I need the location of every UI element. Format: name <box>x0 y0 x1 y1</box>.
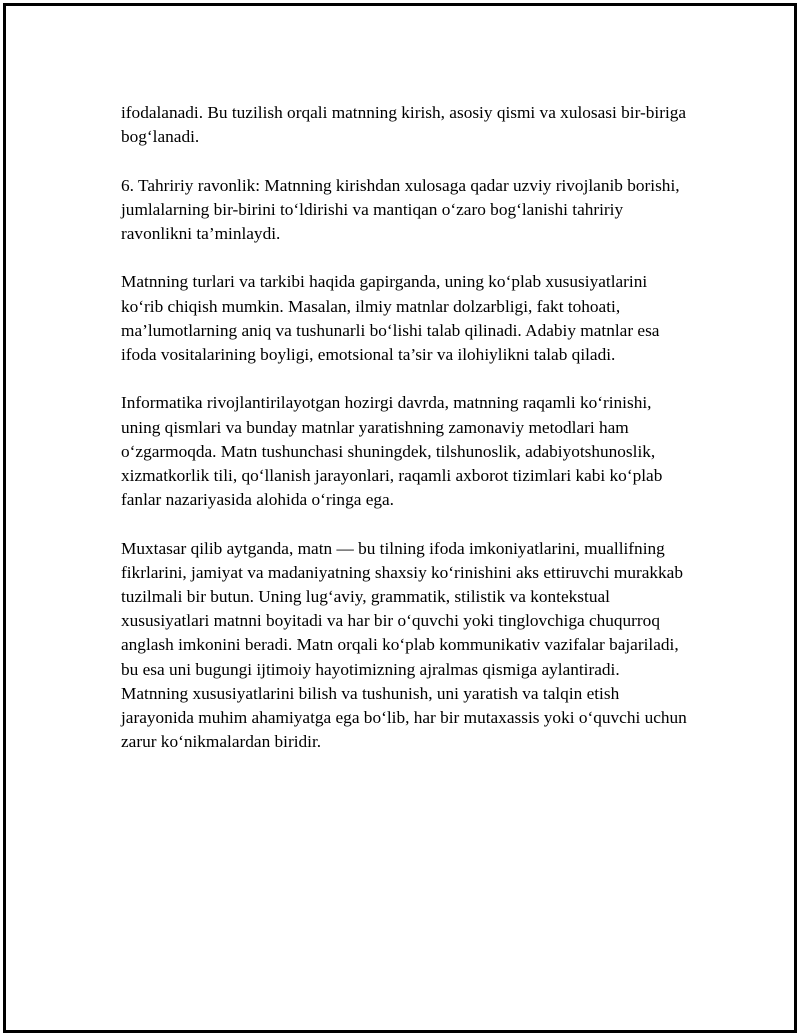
document-page <box>3 3 797 1033</box>
paragraph-editorial-fluency: 6. Tahririy ravonlik: Matnning kirishdan xulosaga qadar uzviy rivojlanib borishi, jumlalarning bir-birini to‘ldirishi va mantiqan o‘zaro bog‘lanishi tahririy ravonlikni ta’minlaydi. <box>121 175 680 243</box>
paragraph-conclusion: Muxtasar qilib aytganda, matn — bu tilning ifoda imkoniyatlarini, muallifning fikrlarini, jamiyat va madaniyatning shaxsiy ko‘rinishini aks ettiruvchi murakkab tuzilmali bir butun. Uning lug‘aviy, grammatik, stilistik va kontekstual xususiyatlari matnni boyitadi va har bir o‘quvchi yoki tinglovchiga chuqurroq anglash imkonini beradi. Matn orqali ko‘plab kommunikativ vazifalar bajariladi, bu esa uni bugungi ijtimoiy hayotimizning ajralmas qismiga aylantiradi. Matnning xususiyatlarini bilish va tushunish, uni yaratish va talqin etish jarayonida muhim ahamiyatga ega bo‘lib, har bir mutaxassis yoki o‘quvchi uchun zarur ko‘nikmalardan biridir. <box>121 538 687 752</box>
paragraph-text-types: Matnning turlari va tarkibi haqida gapirganda, uning ko‘plab xususiyatlarini ko‘rib chiqish mumkin. Masalan, ilmiy matnlar dolzarbligi, fakt tohoati, ma’lumotlarning aniq va tushunarli bo‘lishi talab qilinadi. Adabiy matnlar esa ifoda vositalarining boyligi, emotsional ta’sir va ilohiylikni talab qiladi. <box>121 272 660 364</box>
paragraph-informatics: Informatika rivojlantirilayotgan hozirgi davrda, matnning raqamli ko‘rinishi, uning qismlari va bunday matnlar yaratishning zamonaviy metodlari ham o‘zgarmoqda. Matn tushunchasi shuningdek, tilshunoslik, adabiyotshunoslik, xizmatkorlik tili, qo‘llanish jarayonlari, raqamli axborot tizimlari kabi ko‘plab fanlar nazariyasida alohida o‘ringa ega. <box>121 393 663 510</box>
page-body <box>121 101 691 779</box>
paragraph-continuation: ifodalanadi. Bu tuzilish orqali matnning kirish, asosiy qismi va xulosasi bir-biriga bog‘lanadi. <box>121 103 687 147</box>
